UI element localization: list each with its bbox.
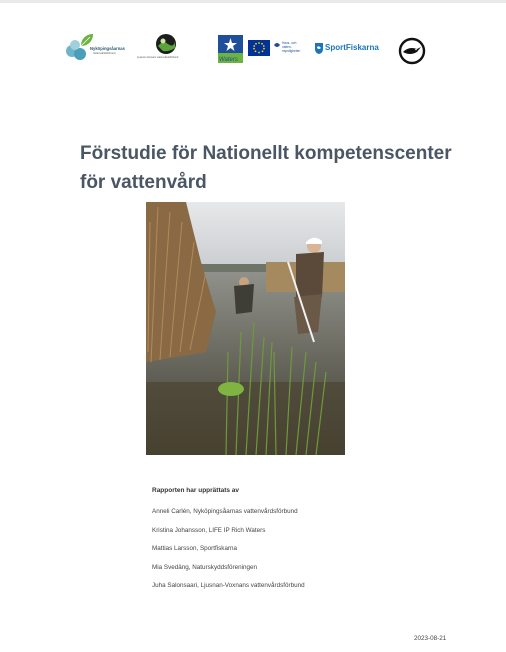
- round-emblem-icon: [155, 33, 177, 55]
- document-date: 2023-08-21: [414, 635, 447, 642]
- authors-section: [152, 487, 472, 600]
- sportfiskarna-text: SportFiskarna: [325, 43, 379, 52]
- havs-text: Havs- och vatten- myndigheten: [282, 41, 301, 53]
- nykopingsaarnas-name: Nyköpingsåarnas: [90, 46, 125, 51]
- author-line: Mattias Larsson, Sportfiskarna: [152, 545, 238, 553]
- nykopingsaarnas-sub: Vattenvårdsförbund: [93, 52, 116, 55]
- eu-flag-icon: [248, 40, 270, 56]
- document-title: [80, 139, 460, 197]
- ljusnan-text: Ljusnan-Voxnans vattenvårdsförbund: [137, 56, 179, 59]
- author-line: Kristina Johansson, LIFE IP Rich Waters: [152, 526, 266, 534]
- author-line: Juha Salonsaari, Ljusnan-Voxnans vattenvårdsförbund: [152, 582, 305, 590]
- author-line: Anneli Carlén, Nyköpingsåarnas vattenvårdsförbund: [152, 508, 298, 515]
- rich-waters-text: Waters: [219, 57, 238, 63]
- title-line-2: för vattenvård: [80, 172, 207, 193]
- naturskyddsforeningen-logo-icon: [397, 37, 427, 65]
- title-line-1: Förstudie för Nationellt kompetenscenter: [80, 143, 452, 164]
- authors-heading: Rapporten har upprättats av: [152, 487, 240, 494]
- logo-strip: [0, 0, 506, 80]
- cover-photo: [146, 202, 345, 455]
- sportfiskarna-logo-icon: [314, 42, 324, 54]
- havs-logo-icon: [273, 40, 281, 50]
- author-line: Mia Svedäng, Naturskyddsföreningen: [152, 563, 258, 571]
